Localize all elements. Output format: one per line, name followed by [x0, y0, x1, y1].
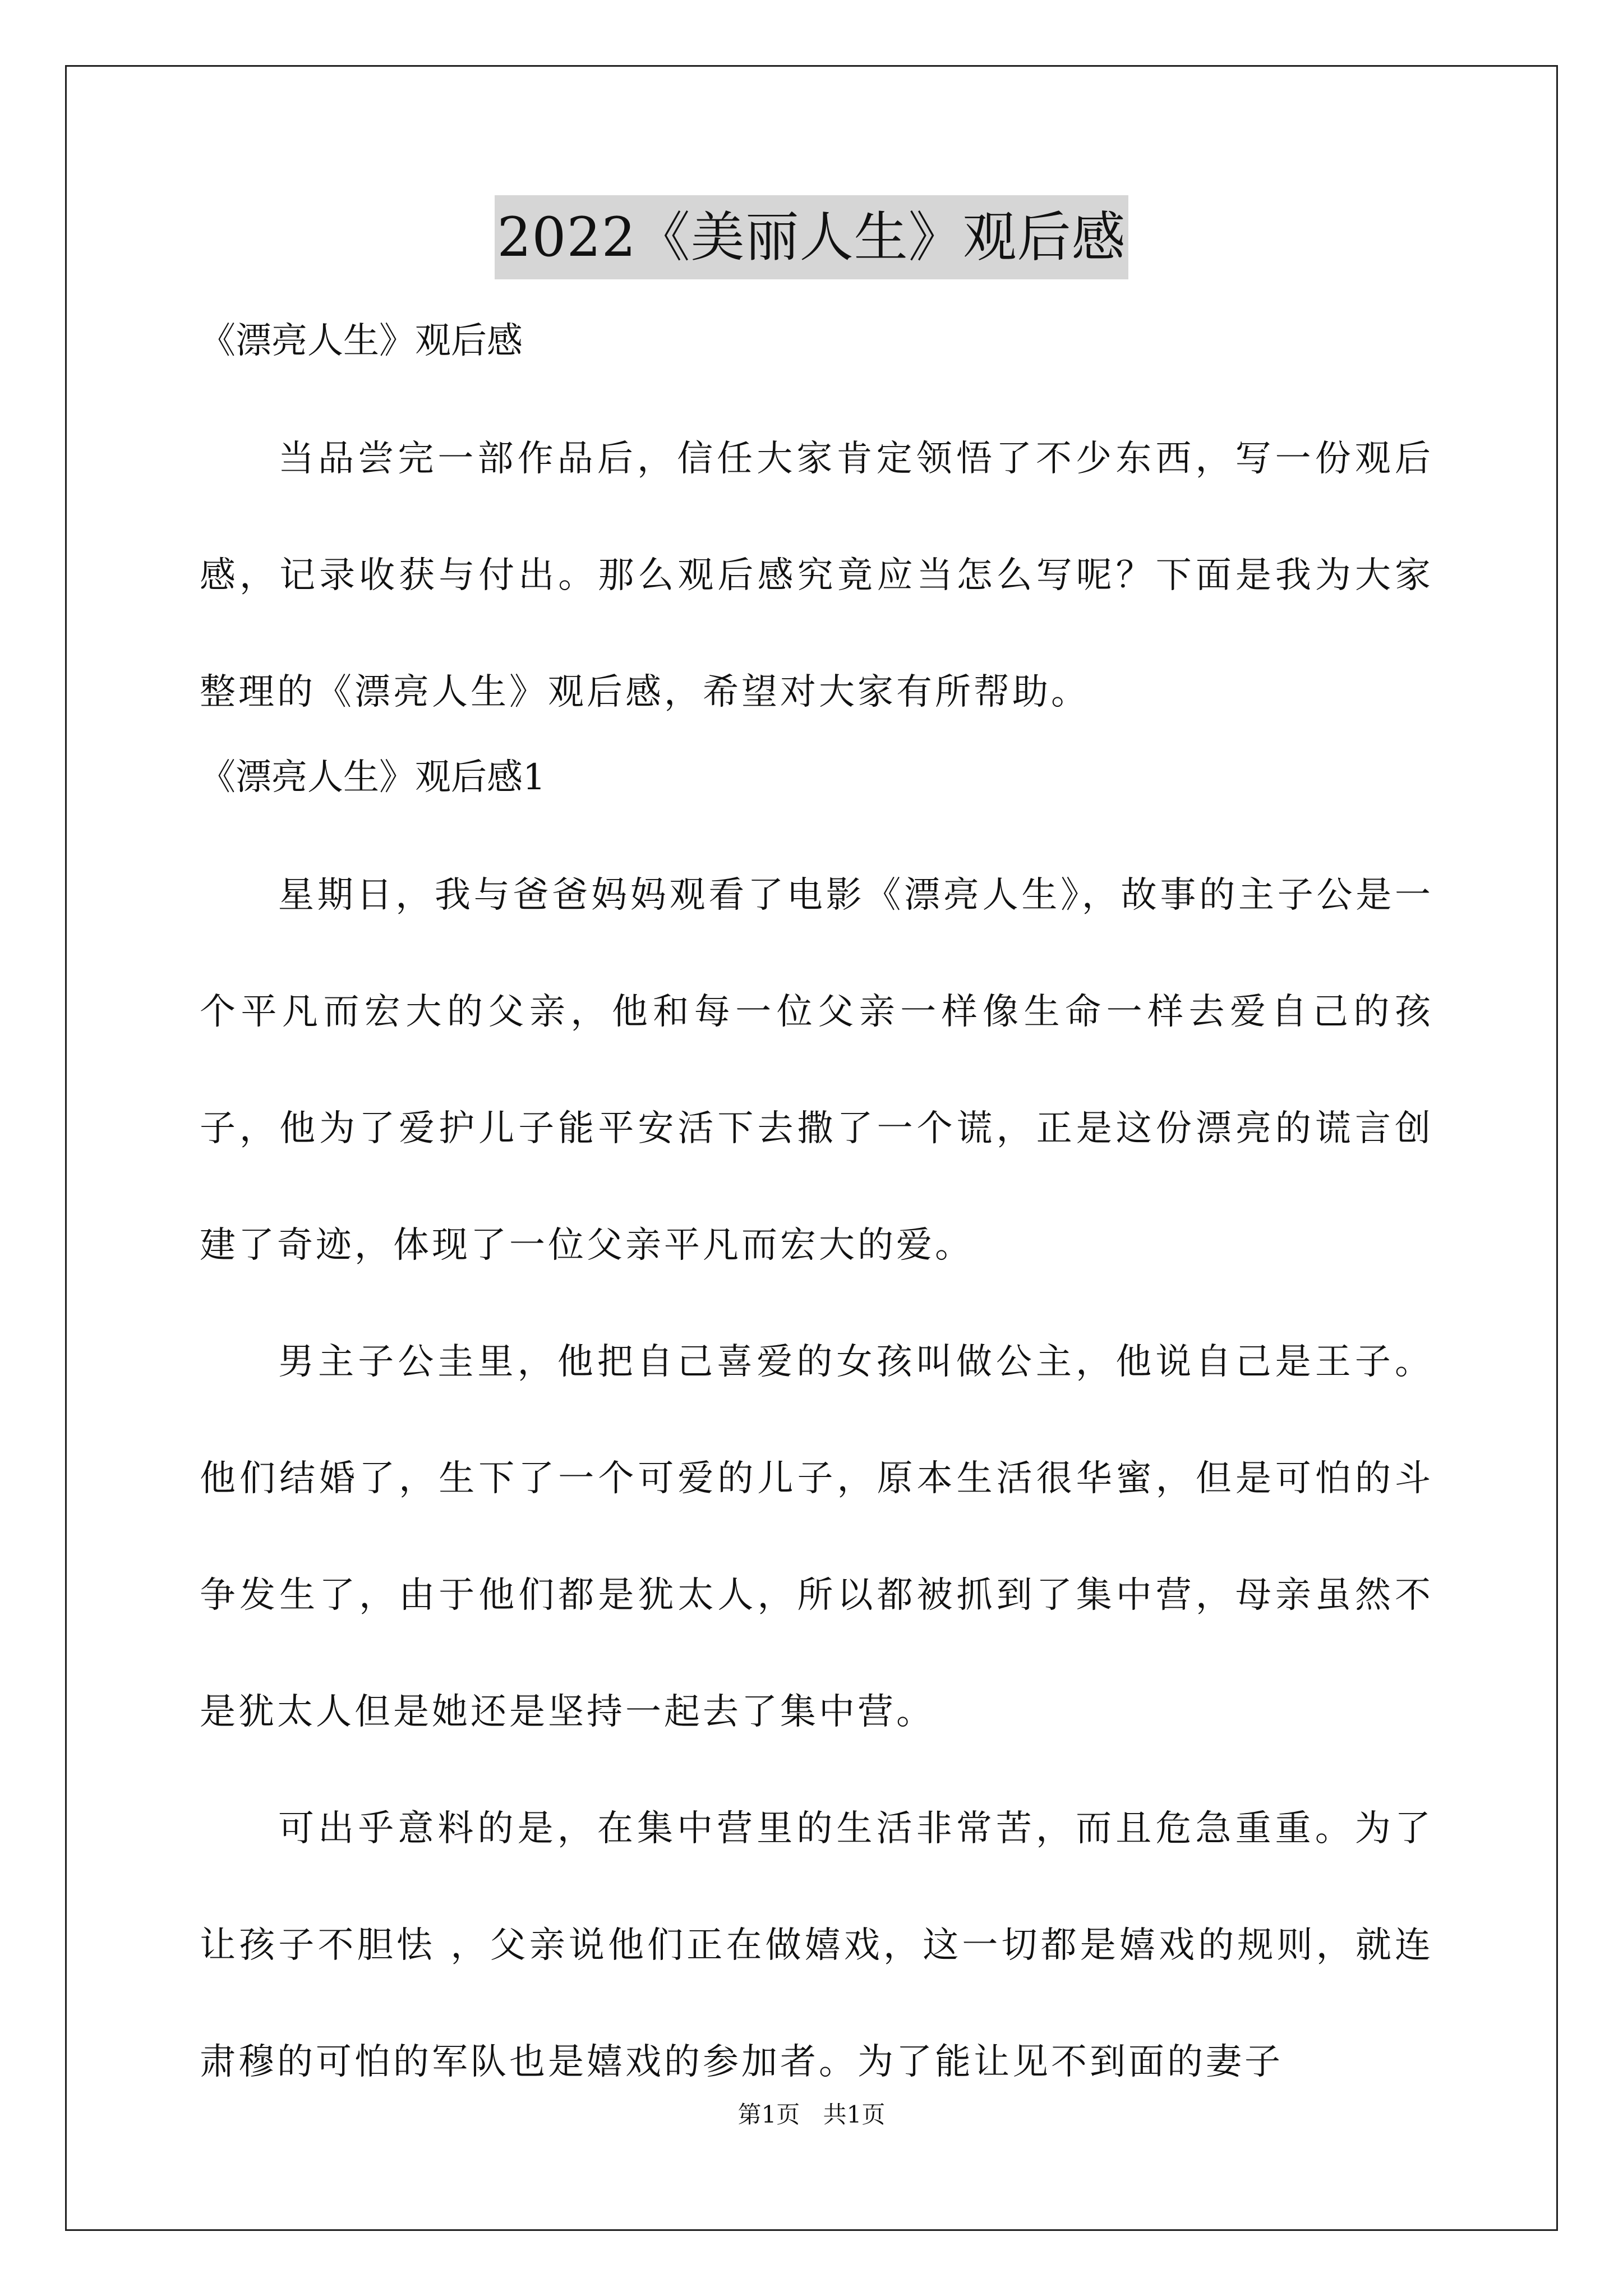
title-container	[0, 195, 1623, 279]
paragraph: 男主子公圭里，他把自己喜爱的女孩叫做公主，他说自己是王子。他们结婚了，生下了一个可爱的儿子，原本生活很华蜜，但是可怕的斗争发生了，由于他们都是犹太人，所以都被抓到了集中营，母亲虽然不是犹太人但是她还是坚持一起去了集中营。	[200, 1341, 1433, 1733]
page-total: 共1页	[823, 2101, 886, 2128]
paragraph: 星期日，我与爸爸妈妈观看了电影《漂亮人生》，故事的主子公是一个平凡而宏大的父亲，他和每一位父亲一样像生命一样去爱自己的孩子，他为了爱护儿子能平安活下去撒了一个谎，正是这份漂亮的谎言创建了奇迹，体现了一位父亲平凡而宏大的爱。	[200, 875, 1433, 1266]
section-heading: 《漂亮人生》观后感	[200, 320, 523, 362]
section-heading: 《漂亮人生》观后感1	[200, 757, 546, 798]
document-body	[200, 314, 1433, 2120]
page-number: 第1页	[737, 2101, 800, 2128]
paragraph: 可出乎意料的是，在集中营里的生活非常苦，而且危急重重。为了让孩子不胆怯 ，父亲说他们正在做嬉戏，这一切都是嬉戏的规则，就连肃穆的可怕的军队也是嬉戏的参加者。为了能让见不到面的妻子	[200, 1808, 1433, 2083]
paragraph: 当品尝完一部作品后，信任大家肯定领悟了不少东西，写一份观后感，记录收获与付出。那么观后感究竟应当怎么写呢？下面是我为大家整理的《漂亮人生》观后感，希望对大家有所帮助。	[200, 438, 1433, 713]
document-title: 2022《美丽人生》观后感	[495, 195, 1128, 279]
page-footer	[0, 2098, 1623, 2132]
